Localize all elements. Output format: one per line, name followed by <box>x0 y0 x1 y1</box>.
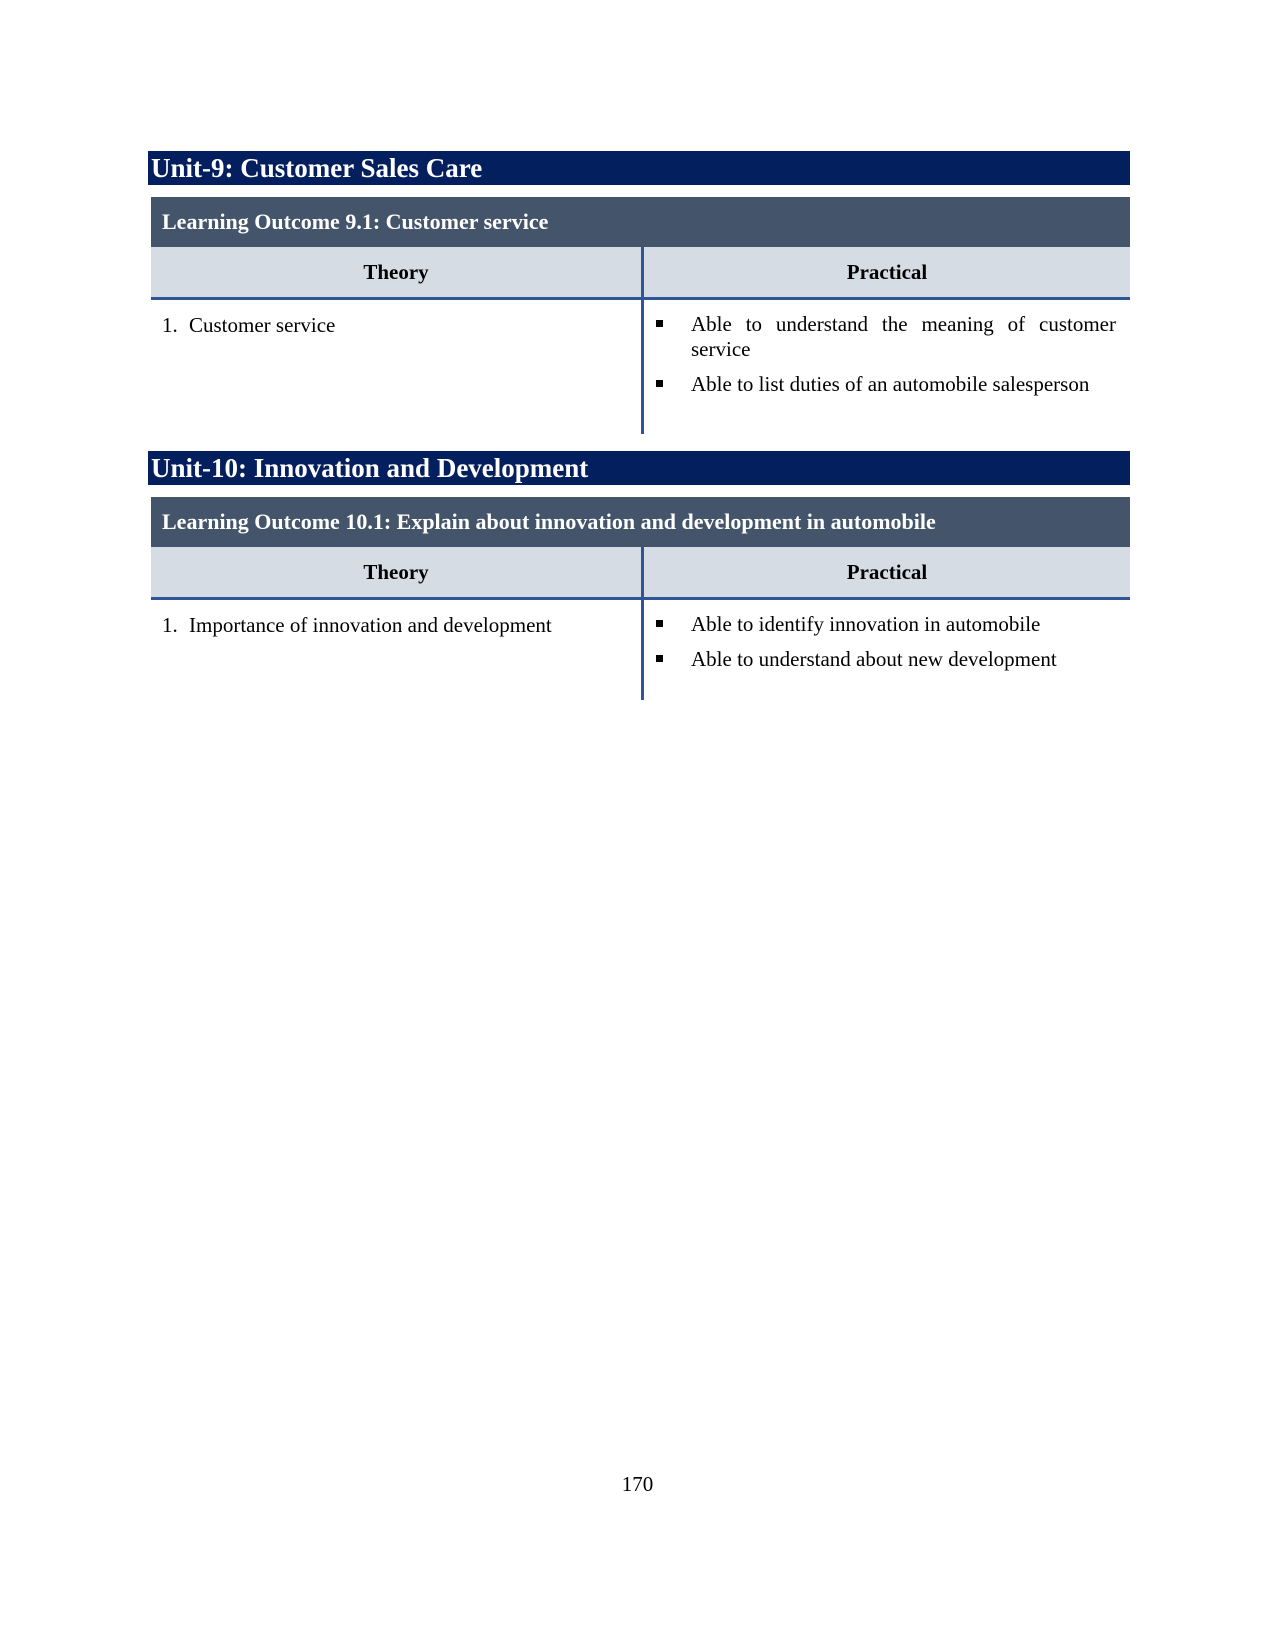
practical-list-item <box>654 647 1116 672</box>
practical-item-text: Able to understand about new development <box>691 647 1057 671</box>
square-bullet-icon <box>654 312 691 362</box>
theory-list-item <box>162 312 631 338</box>
theory-item-text: Importance of innovation and development <box>189 613 552 637</box>
learning-outcome-heading: Learning Outcome 10.1: Explain about innovation and development in automobile <box>151 497 1130 547</box>
unit-9-section <box>148 151 1130 434</box>
table-row <box>151 600 1130 700</box>
column-header-row <box>151 547 1130 600</box>
practical-list-item <box>654 312 1116 362</box>
learning-outcome-table <box>151 497 1130 700</box>
practical-column-header: Practical <box>641 547 1130 597</box>
practical-list-item <box>654 612 1116 637</box>
practical-item-text: Able to identify innovation in automobile <box>691 612 1041 636</box>
unit-title: Unit-9: Customer Sales Care <box>148 151 1130 185</box>
theory-column-header: Theory <box>363 260 429 284</box>
square-bullet-icon <box>654 612 691 637</box>
practical-column-header: Practical <box>641 247 1130 297</box>
theory-cell <box>151 600 641 700</box>
square-bullet-icon <box>654 647 691 672</box>
theory-item-text: Customer service <box>189 313 336 337</box>
practical-list-item <box>654 372 1116 397</box>
square-bullet-icon <box>654 372 691 397</box>
learning-outcome-table <box>151 197 1130 434</box>
page-number: 170 <box>621 1472 654 1496</box>
unit-10-section <box>148 451 1130 700</box>
practical-cell <box>641 600 1127 700</box>
table-row <box>151 300 1130 434</box>
column-header-row <box>151 247 1130 300</box>
practical-item-text: Able to list duties of an automobile salesperson <box>691 372 1090 396</box>
practical-item-text: Able to understand the meaning of customer service <box>691 312 1116 361</box>
theory-item-number: 1. <box>162 613 178 637</box>
theory-column-header: Theory <box>363 560 429 584</box>
theory-cell <box>151 300 641 434</box>
practical-cell <box>641 300 1127 434</box>
unit-title: Unit-10: Innovation and Development <box>148 451 1130 485</box>
theory-list-item <box>162 612 631 638</box>
theory-item-number: 1. <box>162 313 178 337</box>
learning-outcome-heading: Learning Outcome 9.1: Customer service <box>151 197 1130 247</box>
